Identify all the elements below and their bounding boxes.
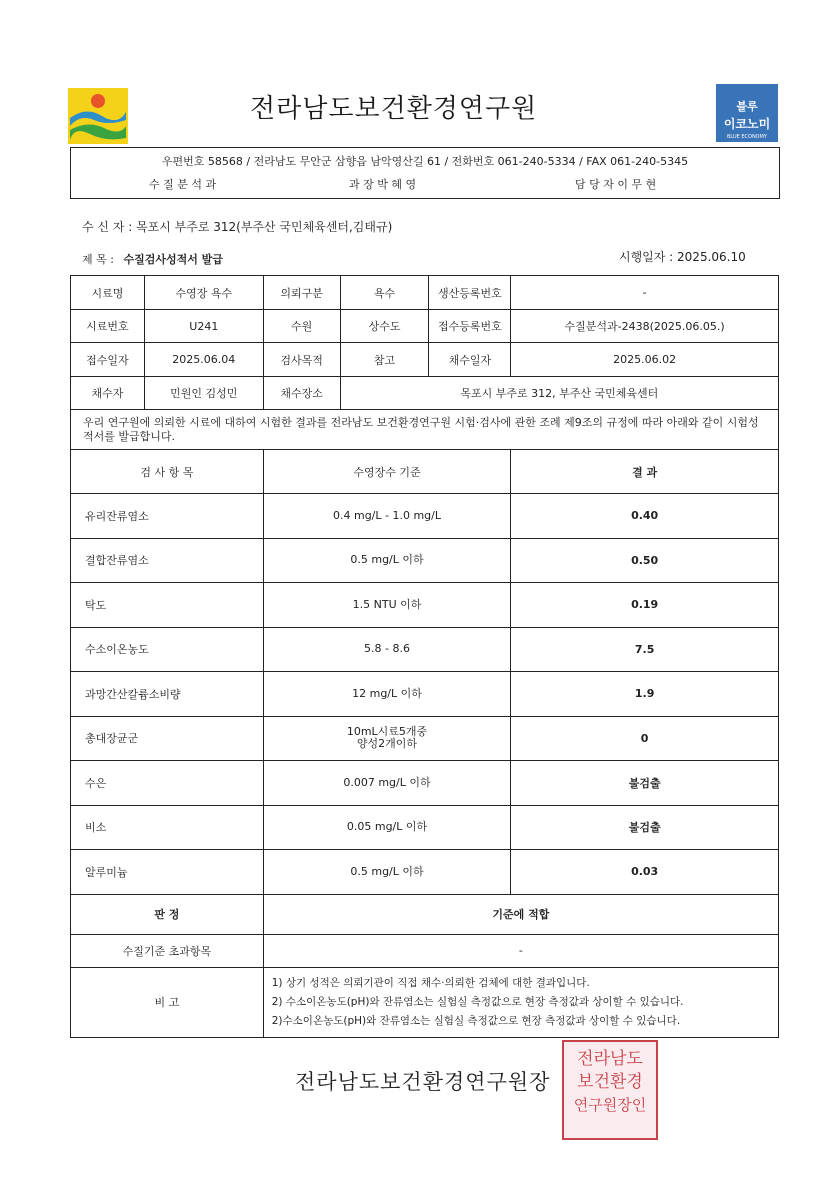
result-value: 7.5 xyxy=(511,627,779,672)
logo-line-1: 블루 xyxy=(736,100,758,113)
result-row xyxy=(71,805,779,850)
chief-name: 과 장 박 혜 영 xyxy=(349,178,417,191)
cell-label: 채수장소 xyxy=(263,377,340,410)
seal-line: 연구원장인 xyxy=(573,1096,647,1114)
remark-line: 1) 상기 성적은 의뢰기관이 직접 채수·의뢰한 검체에 대한 결과입니다. xyxy=(271,976,590,989)
division-name: 수 질 분 석 과 xyxy=(149,178,217,191)
org-logo xyxy=(68,88,128,144)
logo-line-2: 이코노미 xyxy=(723,117,771,131)
cell-value: - xyxy=(511,276,779,310)
result-row xyxy=(71,583,779,628)
result-standard: 10mL시료5개중 양성2개이하 xyxy=(263,716,511,761)
cell-label: 시료명 xyxy=(71,276,145,310)
judgment-value: 기준에 적합 xyxy=(263,894,778,934)
result-value: 0.50 xyxy=(511,538,779,583)
info-row xyxy=(71,310,779,343)
result-row xyxy=(71,761,779,806)
seal-line: 전라남도 xyxy=(577,1049,643,1069)
cell-value: 수질분석과-2438(2025.06.05.) xyxy=(511,310,779,343)
cell-value: 수영장 욕수 xyxy=(144,276,263,310)
exceeded-value: - xyxy=(263,934,778,967)
statement-text: 우리 연구원에 의뢰한 시료에 대하여 시험한 결과를 전라남도 보건환경연구원 시험·검사에 관한 조례 제9조의 규정에 따라 아래와 같이 시험성적서를 발급합니다. xyxy=(71,410,779,450)
result-row xyxy=(71,850,779,895)
address-line: 우편번호 58568 / 전라남도 무안군 삼향읍 남악영산길 61 / 전화번호 061-240-5334 / FAX 061-240-5345 xyxy=(161,155,689,168)
result-row xyxy=(71,627,779,672)
remarks-row xyxy=(71,967,779,1037)
remarks-cell xyxy=(263,967,778,1037)
result-row xyxy=(71,538,779,583)
seal-line: 보건환경 xyxy=(577,1072,643,1092)
official-seal xyxy=(562,1040,658,1140)
result-standard: 12 mg/L 이하 xyxy=(263,672,511,717)
cell-value: 2025.06.04 xyxy=(144,343,263,377)
subject-label: 제 목 : xyxy=(82,253,114,266)
header-item: 검 사 항 목 xyxy=(71,450,264,494)
header-standard: 수영장수 기준 xyxy=(263,450,511,494)
info-row xyxy=(71,377,779,410)
result-standard: 0.5 mg/L 이하 xyxy=(263,538,511,583)
logo-line-3: BLUE ECONOMY xyxy=(726,134,767,140)
info-row xyxy=(71,276,779,310)
remark-line: 2)수소이온농도(pH)와 잔류염소는 실험실 측정값으로 현장 측정값과 상이할 수 있습니다. xyxy=(271,1014,681,1027)
test-date: 시행일자 : 2025.06.10 xyxy=(619,250,746,264)
result-value: 0.19 xyxy=(511,583,779,628)
cell-label: 접수등록번호 xyxy=(429,310,511,343)
statement-row xyxy=(71,410,779,450)
issuer-title: 전라남도보건환경연구원장 xyxy=(295,1070,551,1094)
result-row xyxy=(71,716,779,761)
page-title: 전라남도보건환경연구원 xyxy=(250,94,538,124)
exceeded-label: 수질기준 초과항목 xyxy=(71,934,264,967)
cell-label: 채수자 xyxy=(71,377,145,410)
cell-label: 채수일자 xyxy=(429,343,511,377)
info-row xyxy=(71,343,779,377)
header-result: 결 과 xyxy=(511,450,779,494)
result-standard: 0.4 mg/L - 1.0 mg/L xyxy=(263,494,511,539)
subject-row xyxy=(82,251,223,267)
result-item: 탁도 xyxy=(71,583,264,628)
result-value: 0.03 xyxy=(511,850,779,895)
manager-name: 담 당 자 이 무 현 xyxy=(575,178,657,191)
result-item: 수은 xyxy=(71,761,264,806)
cell-label: 의뢰구분 xyxy=(263,276,340,310)
blue-economy-logo xyxy=(716,84,778,142)
result-value: 0 xyxy=(511,716,779,761)
result-item: 과망간산칼륨소비량 xyxy=(71,672,264,717)
cell-label: 접수일자 xyxy=(71,343,145,377)
cell-label: 수원 xyxy=(263,310,340,343)
cell-label: 검사목적 xyxy=(263,343,340,377)
result-item: 수소이온농도 xyxy=(71,627,264,672)
cell-value: 목포시 부주로 312, 부주산 국민체육센터 xyxy=(340,377,778,410)
result-item: 결합잔류염소 xyxy=(71,538,264,583)
cell-label: 생산등록번호 xyxy=(429,276,511,310)
remarks-label: 비 고 xyxy=(71,967,264,1037)
result-value: 0.40 xyxy=(511,494,779,539)
result-standard: 0.5 mg/L 이하 xyxy=(263,850,511,895)
cell-label: 시료번호 xyxy=(71,310,145,343)
judgment-label: 판 정 xyxy=(71,894,264,934)
result-item: 유리잔류염소 xyxy=(71,494,264,539)
cell-value: 욕수 xyxy=(340,276,429,310)
result-item: 총대장균군 xyxy=(71,716,264,761)
result-row xyxy=(71,494,779,539)
result-standard: 5.8 - 8.6 xyxy=(263,627,511,672)
result-standard: 0.007 mg/L 이하 xyxy=(263,761,511,806)
report-table xyxy=(70,275,779,1038)
exceeded-row xyxy=(71,934,779,967)
subject: 수질검사성적서 발급 xyxy=(123,253,223,266)
result-value: 1.9 xyxy=(511,672,779,717)
result-item: 비소 xyxy=(71,805,264,850)
recipient: 수 신 자 : 목포시 부주로 312(부주산 국민체육센터,김태규) xyxy=(82,220,393,234)
contact-box xyxy=(70,147,780,199)
cell-value: 민원인 김성민 xyxy=(144,377,263,410)
remark-line: 2) 수소이온농도(pH)와 잔류염소는 실험실 측정값으로 현장 측정값과 상이할 수 있습니다. xyxy=(271,995,684,1008)
cell-value: 상수도 xyxy=(340,310,429,343)
result-row xyxy=(71,672,779,717)
judgment-row xyxy=(71,894,779,934)
result-value: 불검출 xyxy=(511,761,779,806)
result-standard: 1.5 NTU 이하 xyxy=(263,583,511,628)
cell-value: 2025.06.02 xyxy=(511,343,779,377)
result-item: 알루미늄 xyxy=(71,850,264,895)
results-header-row xyxy=(71,450,779,494)
cell-value: U241 xyxy=(144,310,263,343)
result-standard: 0.05 mg/L 이하 xyxy=(263,805,511,850)
cell-value: 참고 xyxy=(340,343,429,377)
result-value: 불검출 xyxy=(511,805,779,850)
